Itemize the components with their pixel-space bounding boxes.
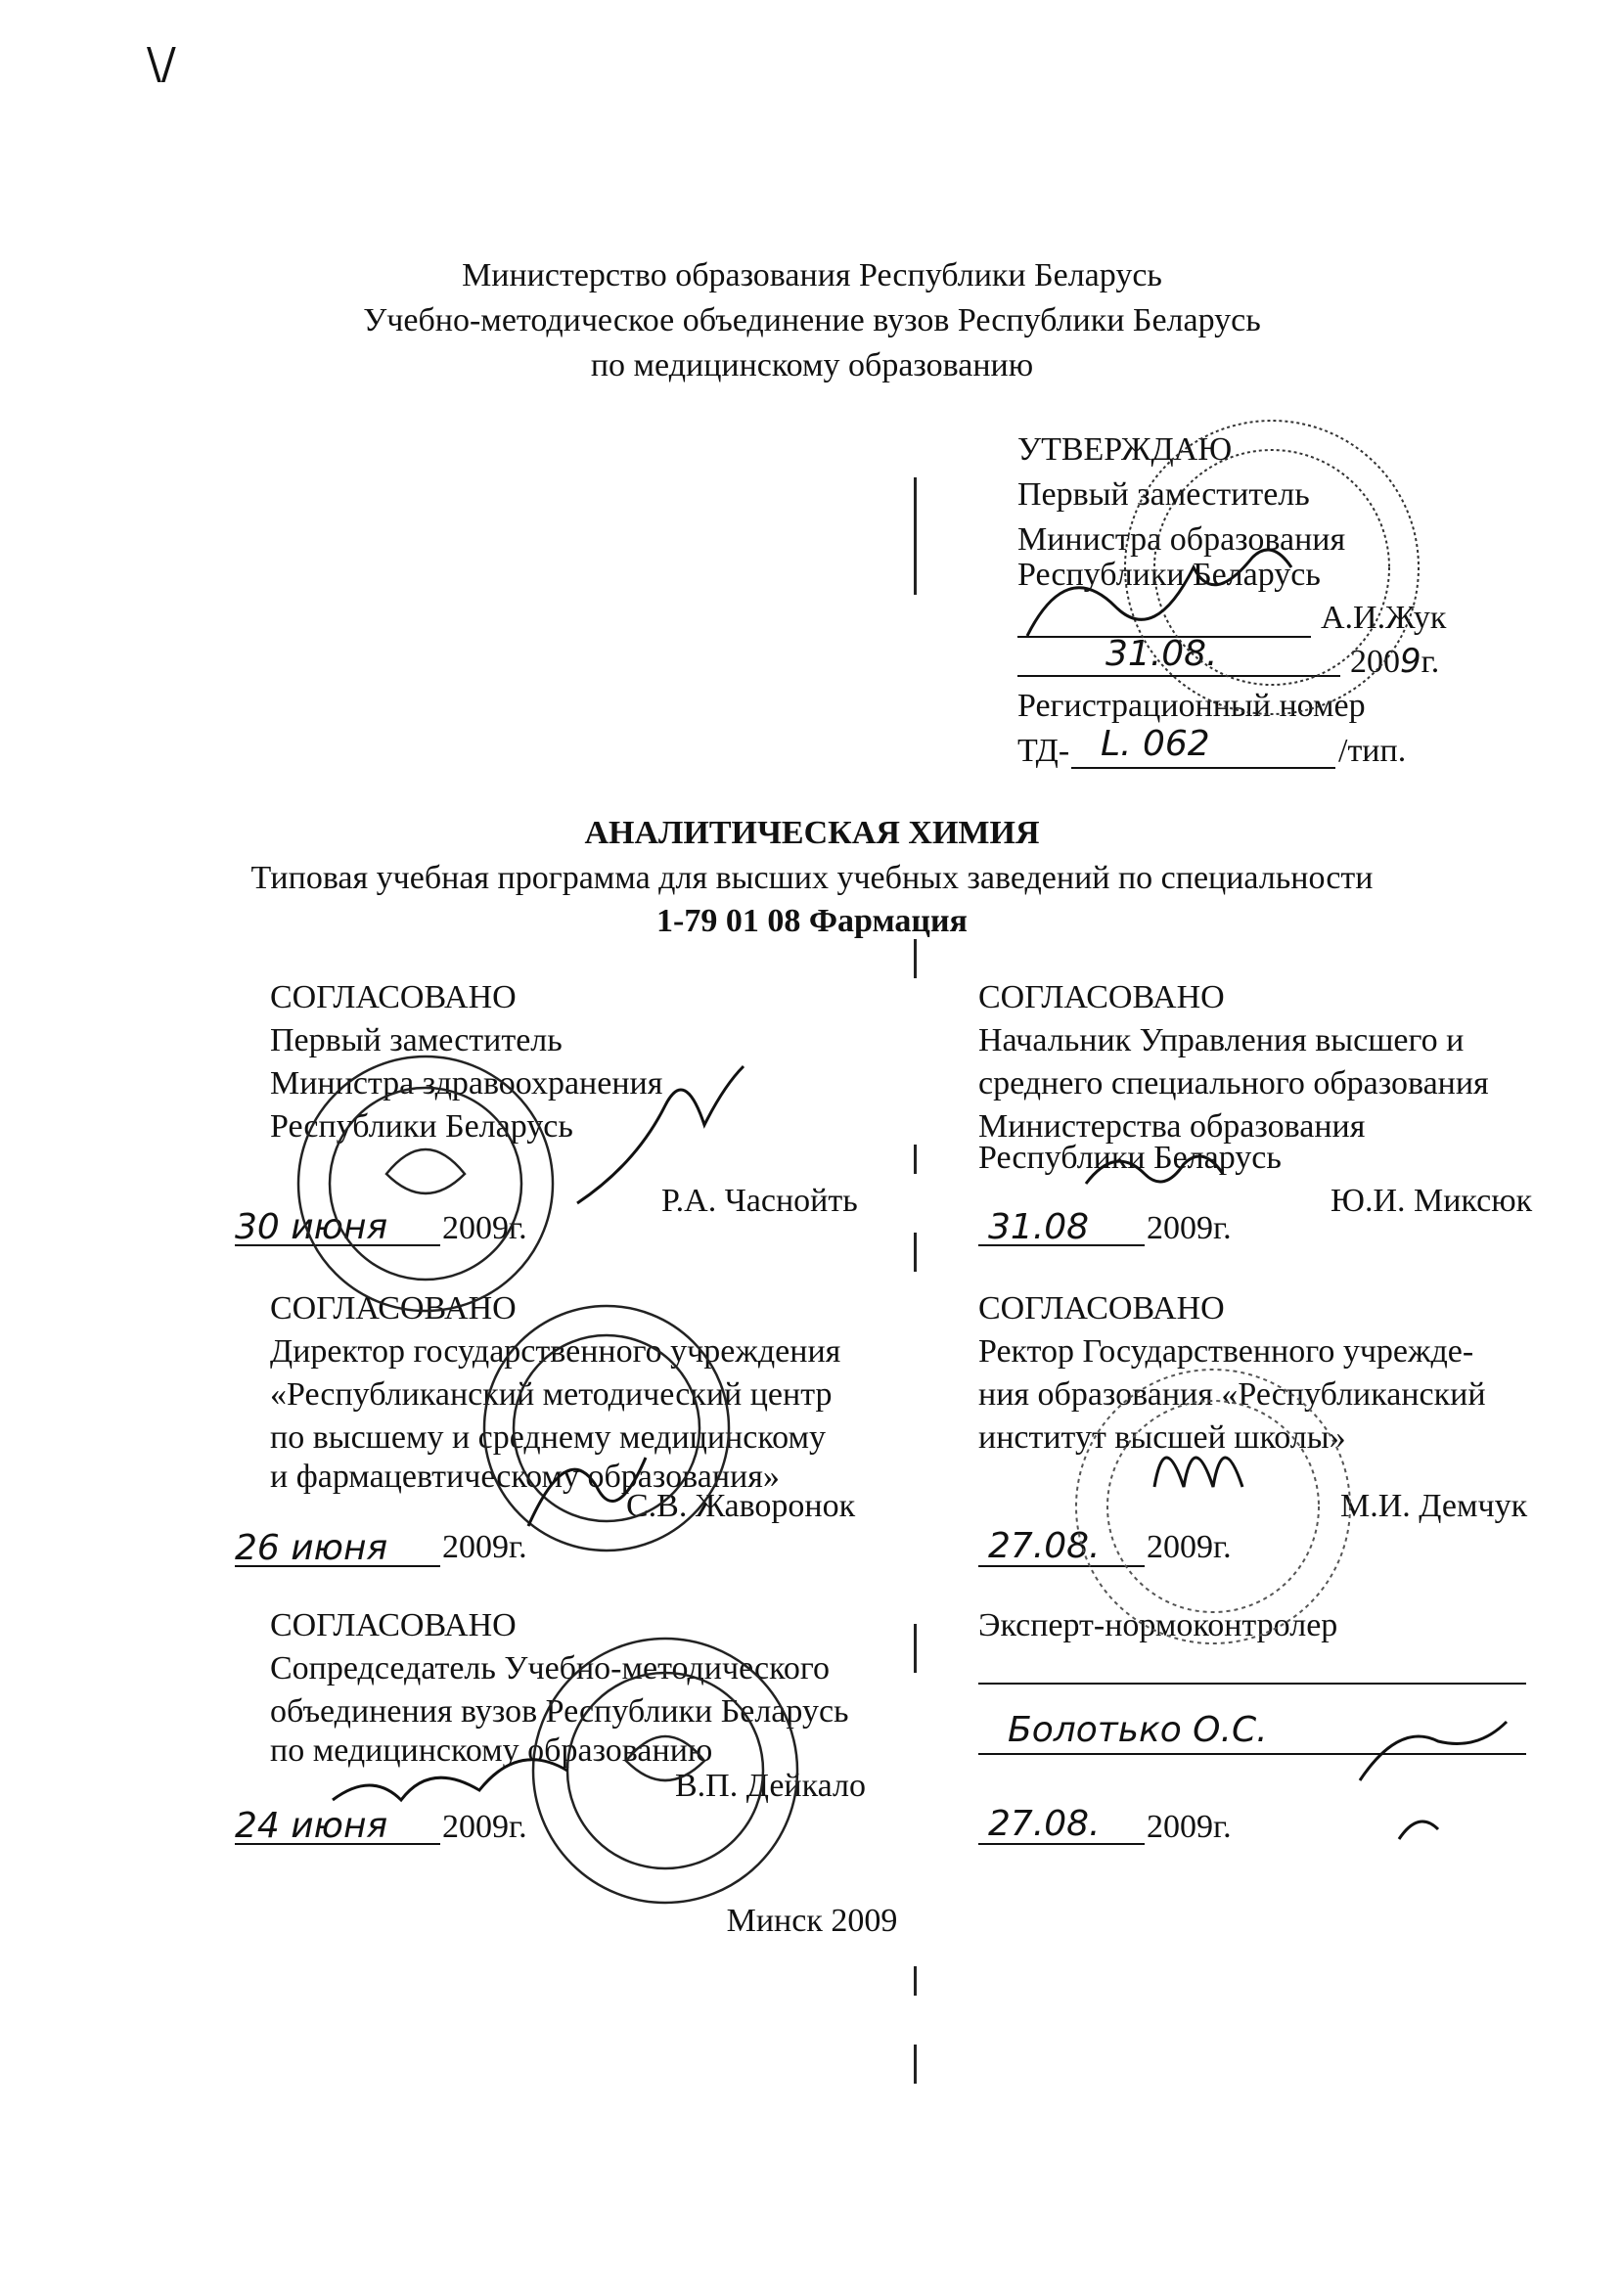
agreement-heading: СОГЛАСОВАНО — [270, 979, 517, 1015]
expert-year: 2009г. — [1147, 1809, 1232, 1845]
agreement-line: Министра здравоохранения — [270, 1065, 663, 1102]
agreement-date-handwritten: 27.08. — [988, 1526, 1101, 1566]
agreement-date-handwritten: 30 июня — [235, 1207, 388, 1247]
program-subtitle: Типовая учебная программа для высших учебных заведений по специальности — [250, 860, 1374, 896]
agreement-line: среднего специального образования — [978, 1065, 1489, 1102]
agreement-date-handwritten: 24 июня — [235, 1806, 388, 1846]
agreement-heading: СОГЛАСОВАНО — [978, 979, 1225, 1015]
official-seal-stamp — [533, 1639, 797, 1903]
header-ministry: Министерство образования Республики Беларусь — [462, 257, 1162, 293]
approval-name: А.И.Жук — [1321, 600, 1447, 636]
agreement-name: Ю.И. Миксюк — [1331, 1183, 1533, 1219]
agreement-year: 2009г. — [442, 1809, 527, 1845]
agreement-line: Республики Беларусь — [978, 1140, 1282, 1176]
agreement-line: по медицинскому образованию — [270, 1732, 713, 1769]
official-seal-stamp — [1125, 421, 1419, 714]
approval-line: Республики Беларусь — [1017, 557, 1321, 593]
header-umo: Учебно-методическое объединение вузов Республики Беларусь — [363, 302, 1261, 338]
expert-heading: Эксперт-нормоконтролер — [978, 1607, 1338, 1643]
agreement-name: Р.А. Часнойть — [661, 1183, 858, 1219]
header-field: по медицинскому образованию — [590, 347, 1034, 383]
expert-name-handwritten: Болотько О.С. — [1008, 1710, 1268, 1750]
agreement-line: Сопредседатель Учебно-методического — [270, 1650, 831, 1686]
handwritten-signature — [333, 550, 1507, 1839]
program-specialty: 1-79 01 08 Фармация — [656, 903, 968, 939]
agreement-line: Начальник Управления высшего и — [978, 1022, 1465, 1058]
approval-line: Первый заместитель — [1017, 476, 1310, 513]
agreement-line: Директор государственного учреждения — [270, 1333, 841, 1370]
approval-year: 2009г. — [1350, 642, 1440, 681]
td-prefix: ТД- — [1017, 733, 1070, 769]
agreement-line: институт высшей школы» — [978, 1419, 1346, 1456]
city-year: Минск 2009 — [726, 1903, 898, 1939]
agreement-year: 2009г. — [442, 1210, 527, 1246]
agreement-line: Республики Беларусь — [270, 1108, 573, 1145]
agreement-name: М.И. Демчук — [1340, 1488, 1528, 1524]
agreement-year: 2009г. — [1147, 1529, 1232, 1565]
agreement-line: объединения вузов Республики Беларусь — [270, 1693, 849, 1730]
official-seal-stamp — [298, 1057, 553, 1311]
agreement-heading: СОГЛАСОВАНО — [270, 1607, 517, 1643]
agreement-line: Министерства образования — [978, 1108, 1366, 1145]
agreement-line: Первый заместитель — [270, 1022, 563, 1058]
agreement-name: С.В. Жаворонок — [626, 1488, 856, 1524]
official-seal-stamp — [484, 1306, 729, 1551]
program-title: АНАЛИТИЧЕСКАЯ ХИМИЯ — [584, 815, 1040, 851]
expert-date-handwritten: 27.08. — [988, 1804, 1101, 1844]
agreement-name: В.П. Дейкало — [675, 1768, 866, 1804]
corner-mark: \/ — [147, 39, 176, 89]
agreement-year: 2009г. — [1147, 1210, 1232, 1246]
agreement-line: ния образования «Республиканский — [978, 1376, 1486, 1413]
approval-date-handwritten: 31.08. — [1105, 634, 1218, 674]
approval-line: Министра образования — [1017, 521, 1346, 558]
agreement-line: и фармацевтическому образования» — [270, 1459, 780, 1495]
agreement-date-handwritten: 31.08 — [988, 1207, 1090, 1247]
agreement-line: Ректор Государственного учрежде- — [978, 1333, 1474, 1370]
agreement-year: 2009г. — [442, 1529, 527, 1565]
official-seal-stamp — [1076, 1370, 1350, 1643]
agreement-heading: СОГЛАСОВАНО — [978, 1290, 1225, 1326]
agreement-date-handwritten: 26 июня — [235, 1528, 388, 1568]
agreement-heading: СОГЛАСОВАНО — [270, 1290, 517, 1326]
agreement-line: «Республиканский методический центр — [270, 1376, 833, 1413]
agreement-line: по высшему и среднему медицинскому — [270, 1419, 826, 1456]
td-number-handwritten: L. 062 — [1101, 724, 1210, 764]
registration-label: Регистрационный номер — [1017, 688, 1366, 724]
td-suffix: /тип. — [1338, 733, 1407, 769]
approval-title: УТВЕРЖДАЮ — [1017, 431, 1233, 468]
